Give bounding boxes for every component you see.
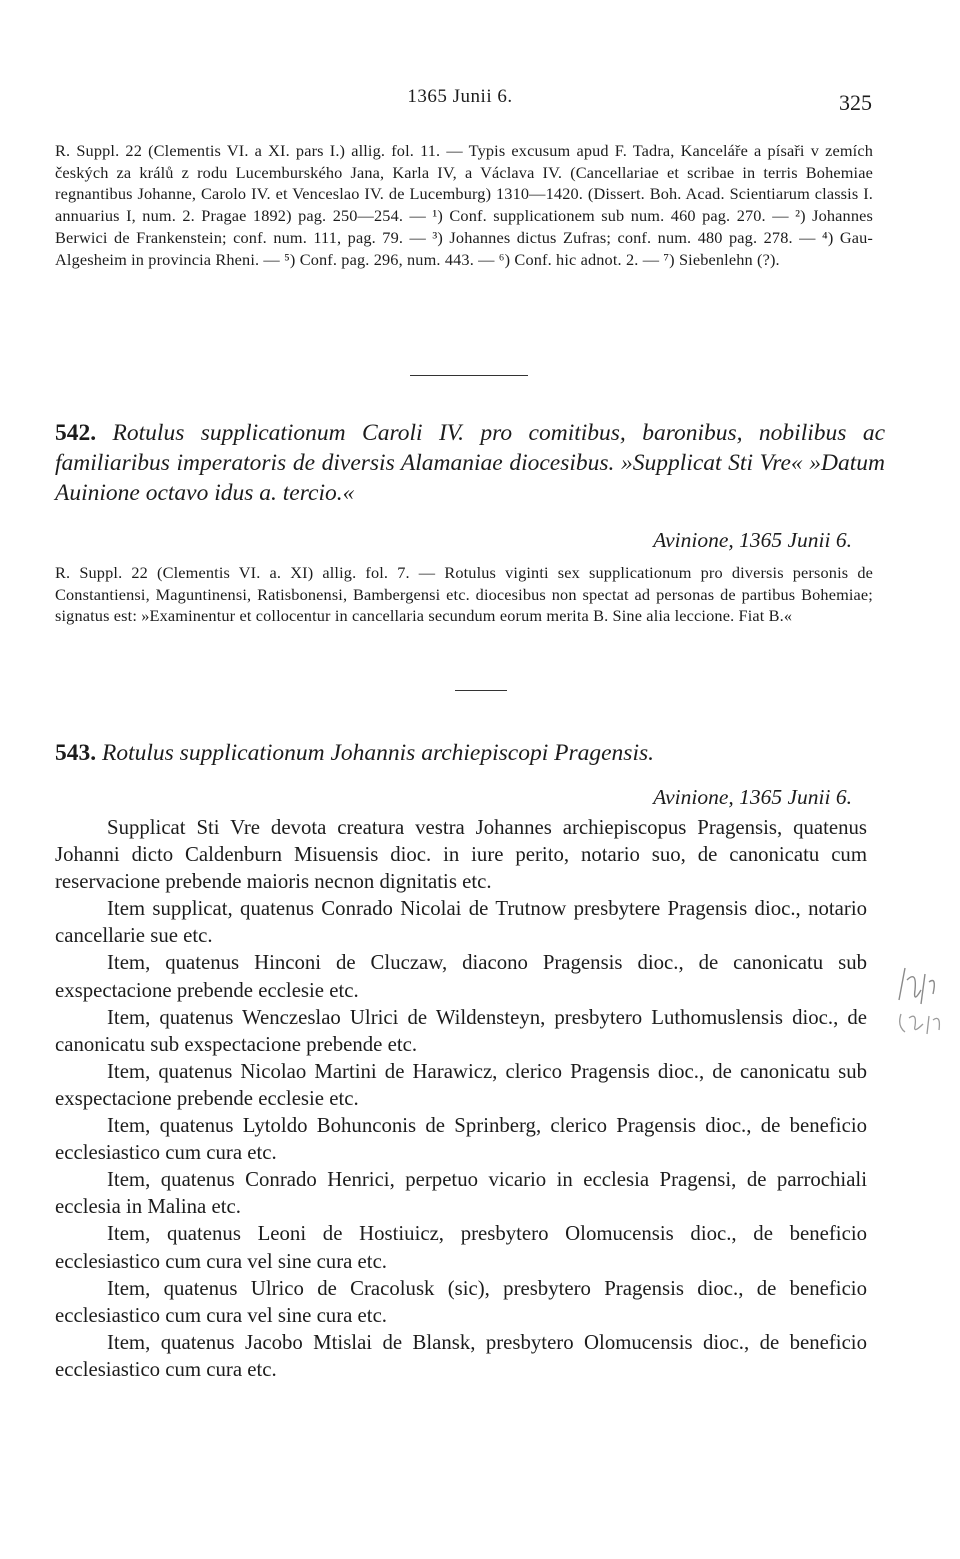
entry-542-place-date: Avinione, 1365 Junii 6. [653,528,852,552]
entry-543-place-date: Avinione, 1365 Junii 6. [653,785,852,809]
entry-542-register-note: R. Suppl. 22 (Clementis VI. a. XI) allig. fol. 7. — Rotulus viginti sex supplicationum pro diversis personis de Constantiensi, Maguntinensi, Ratisbonensi, Bambergensi etc. diocesibus non spectat ad personas de partibus Bohemiae; signatus est: »Examinentur et collocentur in cancellaria secundum eorum merita B. Sine alia leccione. Fiat B.« [55,563,873,626]
entry-543-paragraph: Item, quatenus Nicolao Martini de Harawicz, clerico Pragensis dioc., de canonicatu sub exspectacione prebende ecclesie etc. [55,1059,867,1110]
entry-543-paragraph: Item, quatenus Jacobo Mtislai de Blansk, presbytero Olomucensis dioc., de beneficio ecclesiastico cum cura etc. [55,1330,867,1381]
entry-543-paragraph: Item, quatenus Ulrico de Cracolusk (sic), presbytero Pragensis dioc., de beneficio ecclesiastico cum cura vel sine cura etc. [55,1276,867,1327]
entry-543-paragraph: Item, quatenus Leoni de Hostiuicz, presbytero Olomucensis dioc., de beneficio ecclesiastico cum cura vel sine cura etc. [55,1222,867,1273]
entry-543-title: Rotulus supplicationum Johannis archiepiscopi Pragensis. [102,740,654,766]
entry-543-heading [55,738,885,768]
running-header-date: 1365 Junii 6. [407,86,513,107]
section-divider [410,375,528,376]
entry-543-paragraph: Item, quatenus Conrado Henrici, perpetuo vicario in ecclesia Pragensi, de parrochiali ecclesia in Malina etc. [55,1168,867,1219]
handwritten-margin-mark [893,960,953,1040]
entry-543-paragraph: Supplicat Sti Vre devota creatura vestra Johannes archiepiscopus Pragensis, quatenus Johanni dicto Caldenburn Misuensis dioc. in iure perito, notario suo, de canonicatu cum reservacione prebende maioris necnon dignitatis etc. [55,816,867,894]
entry-543-body [55,814,867,1383]
entry-542-number: 542. [55,420,97,446]
running-header [0,86,960,114]
section-divider [455,690,507,691]
page-number: 325 [839,90,872,115]
footnotes-previous-entry: R. Suppl. 22 (Clementis VI. a XI. pars I.) allig. fol. 11. — Typis excusum apud F. Tadra, Kanceláře a písaři v zemích českých za králů z rodu Lucemburského Jana, Karla IV, a Václava IV. (Cancellariae et scribae in terris Bohemiae regnantibus Johanne, Carolo IV. et Venceslao IV. de Lucemburg) 1310—1420. (Dissert. Boh. Acad. Scientiarum classis I. annuarius I, num. 2. Pragae 1892) pag. 250—254. — ¹) Conf. supplicationem sub num. 460 pag. 270. — ²) Johannes Berwici de Frankenstein; conf. num. 111, pag. 79. — ³) Johannes dictus Zufras; conf. num. 480 pag. 278. — ⁴) Gau-Algesheim in provincia Rheni. — ⁵) Conf. pag. 296, num. 443. — ⁶) Conf. hic adnot. 2. — ⁷) Siebenlehn (?). [55,141,873,269]
entry-543-paragraph: Item supplicat, quatenus Conrado Nicolai de Trutnow presbytere Pragensis dioc., notario cancellarie sue etc. [55,897,867,948]
entry-543-number: 543. [55,740,97,766]
entry-543-paragraph: Item, quatenus Hinconi de Cluczaw, diacono Pragensis dioc., de canonicatu sub exspectacione prebende ecclesie etc. [55,951,867,1002]
entry-543-paragraph: Item, quatenus Lytoldo Bohunconis de Sprinberg, clerico Pragensis dioc., de beneficio ecclesiastico cum cura etc. [55,1114,867,1165]
entry-543-paragraph: Item, quatenus Wenczeslao Ulrici de Wildensteyn, presbytero Luthomuslensis dioc., de canonicatu sub exspectacione prebende etc. [55,1005,867,1056]
entry-542-title: Rotulus supplicationum Caroli IV. pro comitibus, baronibus, nobilibus ac familiaribus imperatoris de diversis Alamaniae diocesibus. »Supplicat Sti Vre« »Datum Auinione octavo idus a. tercio.« [55,420,885,506]
entry-542-heading [55,418,885,508]
